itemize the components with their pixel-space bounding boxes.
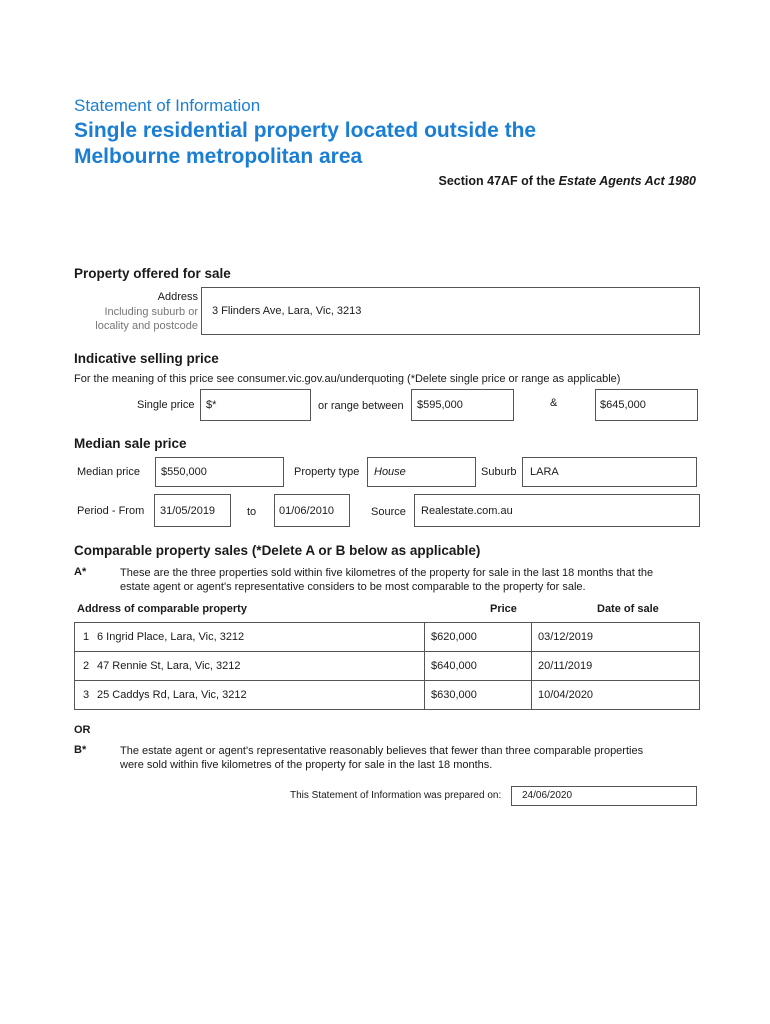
address-label-hint-2: locality and postcode bbox=[95, 320, 198, 332]
row-date: 03/12/2019 bbox=[538, 631, 594, 643]
suburb-value: LARA bbox=[530, 466, 559, 478]
period-to-field[interactable] bbox=[274, 494, 350, 527]
table-row bbox=[75, 681, 700, 710]
range-high-value: $645,000 bbox=[600, 399, 646, 411]
address-value: 3 Flinders Ave, Lara, Vic, 3213 bbox=[212, 305, 362, 317]
property-section-title: Property offered for sale bbox=[74, 266, 231, 281]
single-price-value: $* bbox=[206, 399, 217, 411]
comparable-sales-table bbox=[74, 622, 700, 710]
row-date: 10/04/2020 bbox=[538, 689, 594, 701]
column-header-date: Date of sale bbox=[597, 603, 659, 615]
range-low-field[interactable] bbox=[411, 389, 514, 421]
title-line-2: Melbourne metropolitan area bbox=[74, 145, 363, 168]
address-cell[interactable] bbox=[75, 623, 425, 652]
table-row bbox=[75, 652, 700, 681]
single-price-label: Single price bbox=[137, 399, 195, 411]
median-price-value: $550,000 bbox=[161, 466, 207, 478]
source-field[interactable] bbox=[414, 494, 700, 527]
median-price-field[interactable] bbox=[155, 457, 284, 487]
price-cell[interactable] bbox=[425, 681, 532, 710]
act-name: Estate Agents Act 1980 bbox=[558, 174, 696, 188]
option-b-text bbox=[120, 744, 643, 772]
row-price: $620,000 bbox=[431, 631, 477, 643]
option-b-marker: B* bbox=[74, 744, 87, 756]
option-a-text bbox=[120, 566, 653, 594]
period-to-label: to bbox=[247, 506, 257, 518]
property-type-value: House bbox=[374, 466, 406, 478]
date-cell[interactable] bbox=[532, 681, 700, 710]
prepared-on-field[interactable] bbox=[511, 786, 697, 806]
price-cell[interactable] bbox=[425, 623, 532, 652]
date-cell[interactable] bbox=[532, 623, 700, 652]
option-b-text-line-1: The estate agent or agent's representative reasonably believes that fewer than three comparable properties bbox=[120, 745, 644, 757]
range-ampersand: & bbox=[550, 397, 558, 409]
indicative-section-title: Indicative selling price bbox=[74, 351, 219, 366]
row-address: 47 Rennie St, Lara, Vic, 3212 bbox=[97, 660, 241, 672]
option-a-text-line-2: estate agent or agent's representative considers to be most comparable to the property for sale. bbox=[120, 581, 586, 593]
period-from-field[interactable] bbox=[154, 494, 231, 527]
source-label: Source bbox=[371, 506, 406, 518]
indicative-description: For the meaning of this price see consumer.vic.gov.au/underquoting (*Delete single price or range as applicable) bbox=[74, 373, 621, 385]
title-line-1: Single residential property located outside the bbox=[74, 119, 537, 142]
row-address: 6 Ingrid Place, Lara, Vic, 3212 bbox=[97, 631, 245, 643]
act-reference bbox=[439, 174, 697, 188]
row-number: 1 bbox=[82, 631, 90, 643]
address-label-hint-1: Including suburb or bbox=[104, 305, 198, 318]
range-low-value: $595,000 bbox=[417, 399, 463, 411]
date-cell[interactable] bbox=[532, 652, 700, 681]
option-a-text-line-1: These are the three properties sold within five kilometres of the property for sale in the last 18 months that the bbox=[120, 567, 654, 579]
source-value: Realestate.com.au bbox=[421, 505, 513, 517]
row-price: $630,000 bbox=[431, 689, 477, 701]
address-label bbox=[95, 290, 198, 334]
document-subtitle: Statement of Information bbox=[74, 96, 261, 115]
range-label: or range between bbox=[318, 400, 404, 412]
prepared-on-value: 24/06/2020 bbox=[522, 790, 573, 801]
prepared-on-label: This Statement of Information was prepared on: bbox=[290, 790, 502, 801]
row-address: 25 Caddys Rd, Lara, Vic, 3212 bbox=[97, 689, 247, 701]
address-cell[interactable] bbox=[75, 681, 425, 710]
address-label-main: Address bbox=[157, 291, 198, 303]
or-label: OR bbox=[74, 724, 91, 736]
property-type-field[interactable] bbox=[367, 457, 476, 487]
act-prefix: Section 47AF of the bbox=[438, 174, 556, 188]
address-cell[interactable] bbox=[75, 652, 425, 681]
median-section-title: Median sale price bbox=[74, 436, 187, 451]
column-header-address: Address of comparable property bbox=[77, 603, 247, 615]
comparable-section-title: Comparable property sales (*Delete A or B below as applicable) bbox=[74, 543, 481, 558]
document-title bbox=[74, 118, 674, 170]
option-b-text-line-2: were sold within five kilometres of the property for sale in the last 18 months. bbox=[120, 759, 493, 771]
single-price-field[interactable] bbox=[200, 389, 311, 421]
period-to-value: 01/06/2010 bbox=[279, 505, 335, 517]
suburb-field[interactable] bbox=[522, 457, 697, 487]
table-row bbox=[75, 623, 700, 652]
row-number: 2 bbox=[82, 660, 90, 672]
row-price: $640,000 bbox=[431, 660, 477, 672]
column-header-price: Price bbox=[490, 603, 517, 615]
suburb-label: Suburb bbox=[481, 466, 517, 478]
option-a-marker: A* bbox=[74, 566, 87, 578]
median-price-label: Median price bbox=[77, 466, 140, 478]
range-high-field[interactable] bbox=[595, 389, 698, 421]
address-field[interactable] bbox=[201, 287, 700, 335]
row-number: 3 bbox=[82, 689, 90, 701]
property-type-label: Property type bbox=[294, 466, 360, 478]
period-from-label: Period - From bbox=[77, 505, 145, 517]
price-cell[interactable] bbox=[425, 652, 532, 681]
period-from-value: 31/05/2019 bbox=[160, 505, 216, 517]
row-date: 20/11/2019 bbox=[538, 660, 593, 672]
